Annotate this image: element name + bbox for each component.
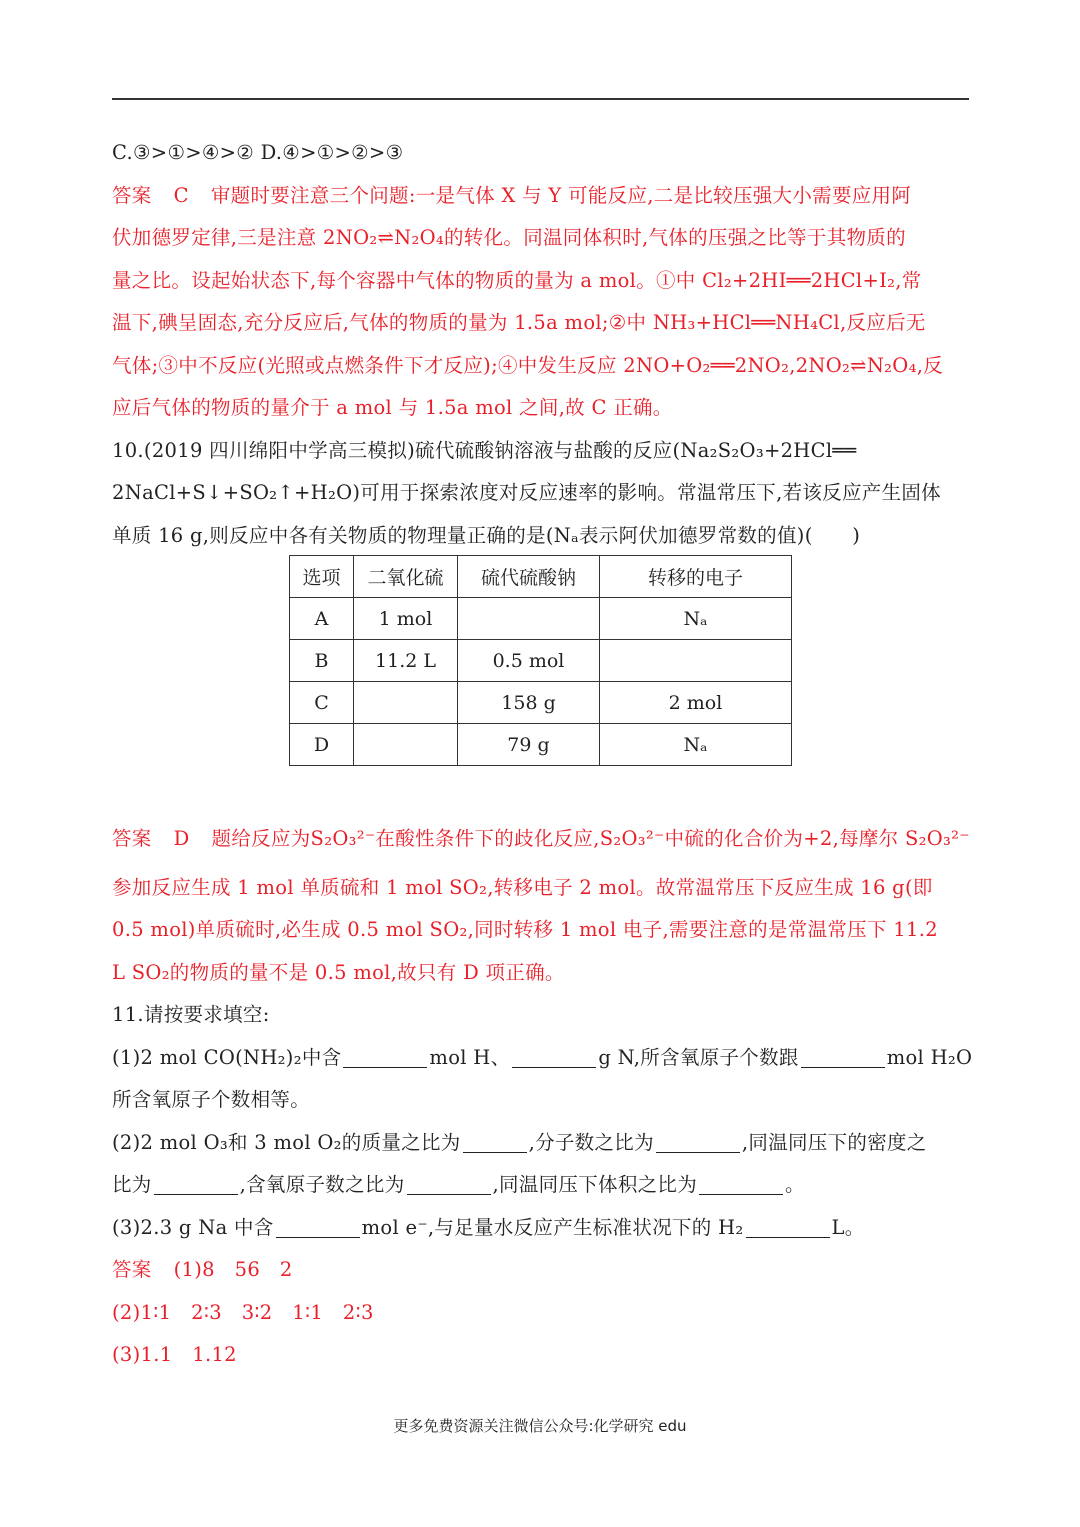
answer-blank bbox=[154, 1174, 238, 1195]
table-cell bbox=[354, 682, 458, 724]
q10-stem-line: 单质 16 g,则反应中各有关物质的物理量正确的是(Nₐ表示阿伏加德罗常数的值)( ) bbox=[112, 523, 861, 547]
table-cell bbox=[354, 724, 458, 766]
q11-part1 bbox=[112, 1037, 973, 1080]
document-page-lower bbox=[112, 818, 973, 1377]
question-text: ,分子数之比为 bbox=[528, 1130, 654, 1154]
table-row bbox=[290, 640, 792, 682]
table-cell: D bbox=[290, 724, 354, 766]
answer-blank bbox=[801, 1047, 885, 1068]
table-header-row bbox=[290, 556, 792, 598]
table-cell bbox=[600, 640, 792, 682]
answer-blank bbox=[463, 1132, 527, 1153]
answer-text: (1)8 56 2 bbox=[173, 1258, 293, 1281]
question-text: mol e⁻,与足量水反应产生标准状况下的 H₂ bbox=[361, 1215, 744, 1239]
explanation-line: 伏加德罗定律,三是注意 2NO₂⇌N₂O₄的转化。同温同体积时,气体的压强之比等于其物质的 bbox=[112, 226, 906, 249]
q11-title: 11.请按要求填空: bbox=[112, 1003, 270, 1026]
table-header: 二氧化硫 bbox=[354, 556, 458, 598]
table-header: 选项 bbox=[290, 556, 354, 598]
answer-letter: D bbox=[173, 827, 190, 850]
table-cell: C bbox=[290, 682, 354, 724]
table-cell: Nₐ bbox=[600, 724, 792, 766]
question-text: ,含氧原子数之比为 bbox=[239, 1173, 405, 1196]
answer-label: 答案 bbox=[112, 827, 152, 850]
explanation-text: 题给反应为S₂O₃²⁻在酸性条件下的歧化反应,S₂O₃²⁻中硫的化合价为+2,每摩尔 S₂O₃²⁻ bbox=[211, 827, 970, 850]
question-text: (2)2 mol O₃和 3 mol O₂的质量之比为 bbox=[112, 1130, 461, 1154]
answer-blank bbox=[343, 1047, 427, 1068]
answer-blank bbox=[407, 1174, 491, 1195]
q10-answer-line bbox=[112, 818, 970, 861]
table-cell: 0.5 mol bbox=[458, 640, 600, 682]
explanation-line: 参加反应生成 1 mol 单质硫和 1 mol SO₂,转移电子 2 mol。故常温常压下反应生成 16 g(即 bbox=[112, 875, 933, 899]
explanation-text: 审题时要注意三个问题:一是气体 X 与 Y 可能反应,二是比较压强大小需要应用阿 bbox=[210, 183, 912, 207]
q9-answer-line bbox=[112, 175, 970, 218]
question-text: 比为 bbox=[112, 1173, 152, 1196]
answer-label: 答案 bbox=[112, 1258, 152, 1281]
explanation-line: 温下,碘呈固态,充分反应后,气体的物质的量为 1.5a mol;②中 NH₃+HCl══NH₄Cl,反应后无 bbox=[112, 311, 926, 334]
q11-part1-cont: 所含氧原子个数相等。 bbox=[112, 1088, 311, 1111]
q11-part2 bbox=[112, 1122, 970, 1165]
q11-part3 bbox=[112, 1207, 970, 1250]
table-cell bbox=[458, 598, 600, 640]
table-cell: 2 mol bbox=[600, 682, 792, 724]
table-cell: 158 g bbox=[458, 682, 600, 724]
footer-note: 更多免费资源关注微信公众号:化学研究 edu bbox=[393, 1417, 687, 1435]
q9-options: C.③>①>④>② D.④>①>②>③ bbox=[112, 141, 404, 164]
answer-blank bbox=[656, 1132, 740, 1153]
question-text: (1)2 mol CO(NH₂)₂中含 bbox=[112, 1045, 342, 1069]
answer-label: 答案 bbox=[112, 183, 152, 207]
explanation-line: 量之比。设起始状态下,每个容器中气体的物质的量为 a mol。①中 Cl₂+2HI══2HCl+I₂,常 bbox=[112, 268, 922, 292]
table-header: 转移的电子 bbox=[600, 556, 792, 598]
answer-letter: C bbox=[173, 183, 189, 207]
question-text: (3)2.3 g Na 中含 bbox=[112, 1215, 274, 1239]
question-text: L。 bbox=[831, 1215, 865, 1239]
q11-part2-cont bbox=[112, 1164, 970, 1207]
question-text: mol H、 bbox=[429, 1045, 511, 1069]
explanation-line: 应后气体的物质的量介于 a mol 与 1.5a mol 之间,故 C 正确。 bbox=[112, 396, 673, 419]
table-cell: Nₐ bbox=[600, 598, 792, 640]
explanation-line: 0.5 mol)单质硫时,必生成 0.5 mol SO₂,同时转移 1 mol 电子,需要注意的是常温常压下 11.2 bbox=[112, 918, 938, 941]
table-cell: 11.2 L bbox=[354, 640, 458, 682]
table-cell: 1 mol bbox=[354, 598, 458, 640]
q11-answer-line bbox=[112, 1249, 970, 1292]
table-row bbox=[290, 598, 792, 640]
answer-blank bbox=[512, 1047, 596, 1068]
q10-stem-line: 10.(2019 四川绵阳中学高三模拟)硫代硫酸钠溶液与盐酸的反应(Na₂S₂O₃+2HCl══ bbox=[112, 438, 857, 462]
question-text: mol H₂O bbox=[886, 1045, 973, 1069]
answer-line: (3)1.1 1.12 bbox=[112, 1343, 237, 1366]
answer-blank bbox=[699, 1174, 783, 1195]
explanation-line: 气体;③中不反应(光照或点燃条件下才反应);④中发生反应 2NO+O₂══2NO₂,2NO₂⇌N₂O₄,反 bbox=[112, 353, 943, 377]
answer-blank bbox=[746, 1217, 830, 1238]
document-page bbox=[112, 132, 970, 557]
question-text: 。 bbox=[785, 1173, 805, 1196]
answer-line: (2)1∶1 2∶3 3∶2 1∶1 2∶3 bbox=[112, 1300, 374, 1324]
table-cell: B bbox=[290, 640, 354, 682]
explanation-line: L SO₂的物质的量不是 0.5 mol,故只有 D 项正确。 bbox=[112, 960, 565, 984]
table-cell: 79 g bbox=[458, 724, 600, 766]
table-row bbox=[290, 682, 792, 724]
table-row bbox=[290, 724, 792, 766]
question-text: g N,所含氧原子个数跟 bbox=[598, 1045, 799, 1069]
table-cell: A bbox=[290, 598, 354, 640]
options-table bbox=[289, 555, 792, 766]
question-text: ,同温同压下体积之比为 bbox=[492, 1173, 698, 1196]
header-rule bbox=[112, 98, 969, 100]
table-header: 硫代硫酸钠 bbox=[458, 556, 600, 598]
answer-blank bbox=[276, 1217, 360, 1238]
q10-stem-line: 2NaCl+S↓+SO₂↑+H₂O)可用于探索浓度对反应速率的影响。常温常压下,若该反应产生固体 bbox=[112, 481, 941, 504]
question-text: ,同温同压下的密度之 bbox=[741, 1130, 927, 1154]
